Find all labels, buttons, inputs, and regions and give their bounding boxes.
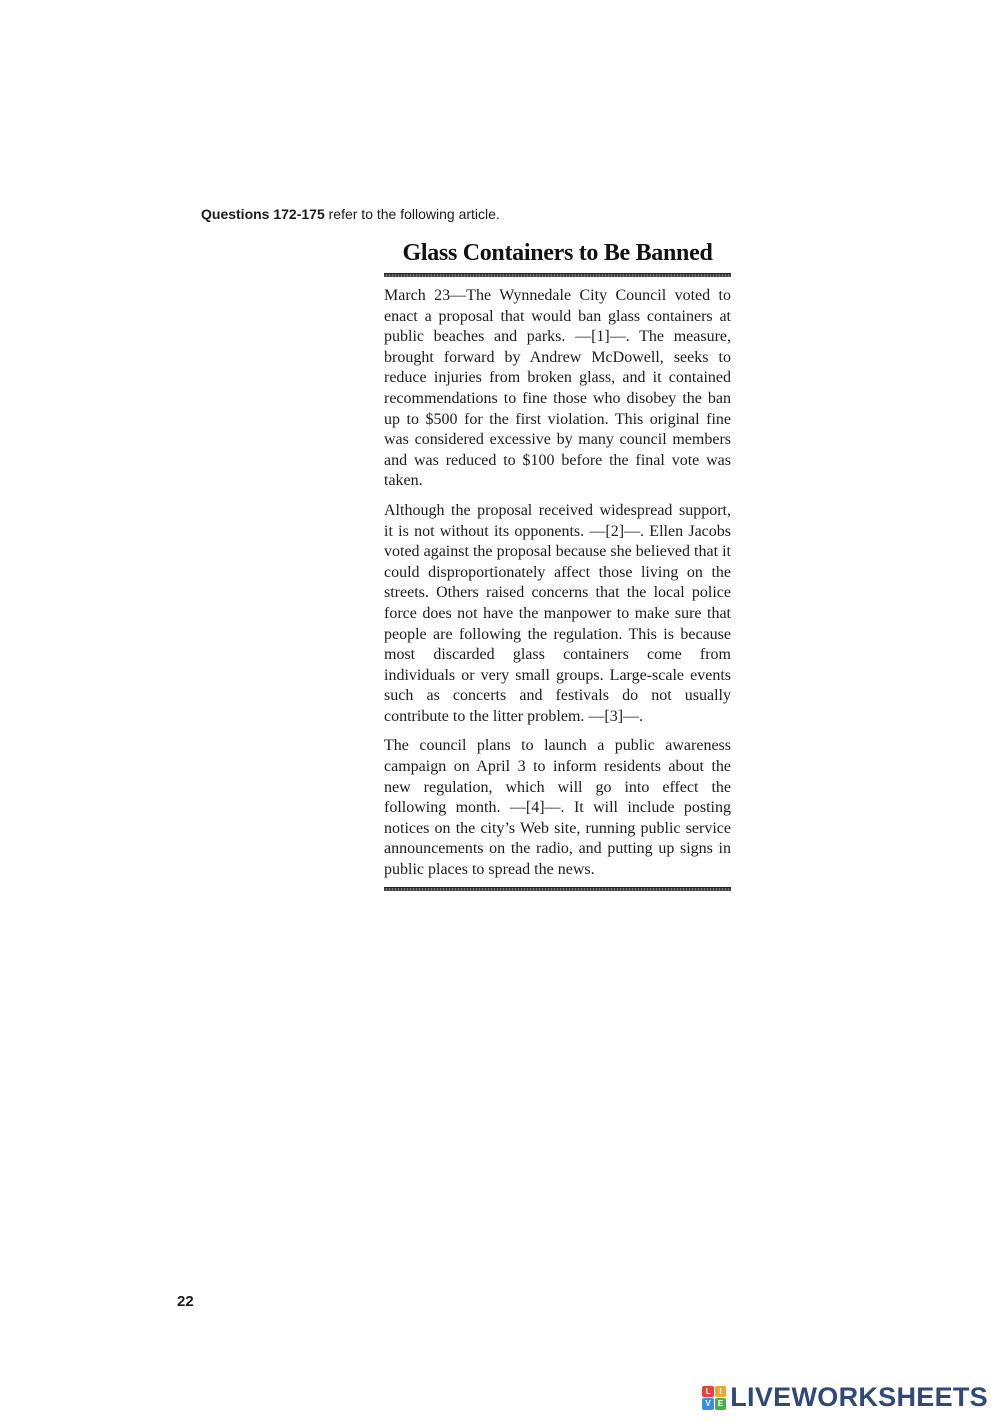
article-title: Glass Containers to Be Banned — [402, 240, 713, 266]
questions-intro-text: refer to the following article. — [328, 206, 500, 222]
article-bottom-rule — [384, 887, 731, 891]
article — [384, 240, 731, 891]
questions-range-label: Questions 172-175 — [201, 206, 325, 222]
article-paragraph-2: Although the proposal received widespread support, it is not without its opponents. —[2]—. Ellen Jacobs voted against the proposal because she believed that it could disproportionately affect those living on the streets. Others raised concerns that the local police force does not have the manpower to make sure that people are following the regulation. This is because most discarded glass containers come from individuals or very small groups. Large-scale events such as concerts and festivals do not usually contribute to the litter problem. —[3]—. — [384, 501, 731, 725]
logo-letter-v: V — [702, 1398, 714, 1410]
page-number: 22 — [177, 1293, 194, 1310]
liveworksheets-logo-icon — [702, 1386, 726, 1410]
brand-name: LIVEWORKSHEETS — [730, 1382, 988, 1412]
article-paragraph-1: March 23—The Wynnedale City Council voted to enact a proposal that would ban glass containers at public beaches and parks. —[1]—. The measure, brought forward by Andrew McDowell, seeks to reduce injuries from broken glass, and it contained recommendations to fine those who disobey the ban up to $500 for the first violation. This original fine was considered excessive by many council members and was reduced to $100 before the final vote was taken. — [384, 287, 731, 490]
article-paragraph-3: The council plans to launch a public awareness campaign on April 3 to inform residents about the new regulation, which will go into effect the following month. —[4]—. It will include posting notices on the city’s Web site, running public service announcements on the radio, and putting up signs in public places to spread the news. — [384, 737, 731, 879]
logo-letter-e: E — [715, 1398, 727, 1410]
questions-intro — [201, 206, 500, 222]
article-top-rule — [384, 273, 731, 277]
liveworksheets-brand[interactable] — [702, 1382, 988, 1413]
logo-letter-l: L — [702, 1386, 714, 1398]
logo-letter-i: I — [715, 1386, 727, 1398]
